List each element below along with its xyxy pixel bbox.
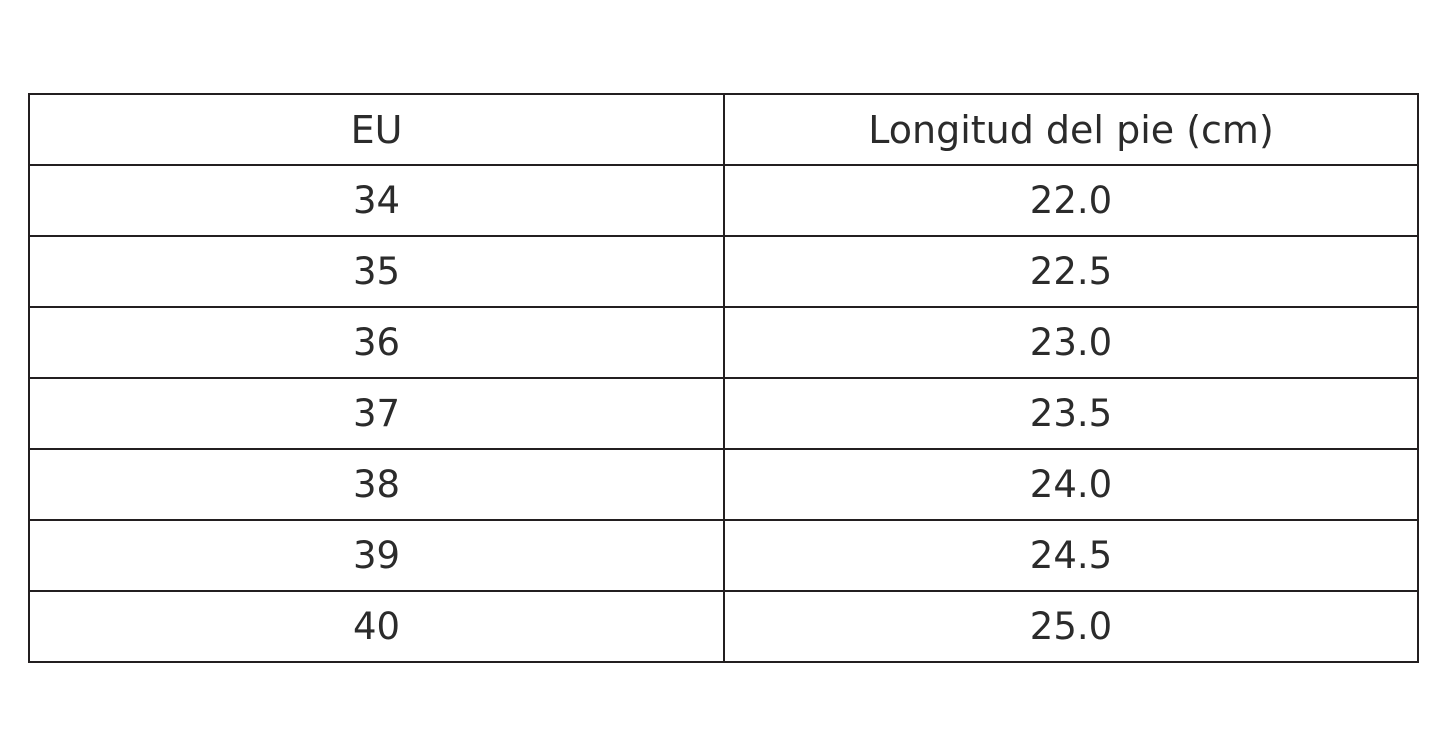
table-row — [29, 165, 1418, 236]
table-row — [29, 307, 1418, 378]
cell-eu-size: 34 — [29, 165, 724, 236]
column-header-eu: EU — [29, 94, 724, 165]
table-header — [29, 94, 1418, 165]
cell-eu-size: 40 — [29, 591, 724, 662]
cell-foot-length: 22.5 — [724, 236, 1418, 307]
cell-foot-length: 24.5 — [724, 520, 1418, 591]
cell-foot-length: 25.0 — [724, 591, 1418, 662]
table-row — [29, 378, 1418, 449]
table-header-row — [29, 94, 1418, 165]
table-row — [29, 520, 1418, 591]
cell-eu-size: 39 — [29, 520, 724, 591]
cell-foot-length: 24.0 — [724, 449, 1418, 520]
table-row — [29, 449, 1418, 520]
cell-eu-size: 37 — [29, 378, 724, 449]
cell-foot-length: 22.0 — [724, 165, 1418, 236]
table-row — [29, 591, 1418, 662]
cell-foot-length: 23.0 — [724, 307, 1418, 378]
size-chart-container — [28, 93, 1417, 663]
cell-eu-size: 36 — [29, 307, 724, 378]
shoe-size-table — [28, 93, 1419, 663]
table-row — [29, 236, 1418, 307]
cell-eu-size: 35 — [29, 236, 724, 307]
table-body — [29, 165, 1418, 662]
cell-foot-length: 23.5 — [724, 378, 1418, 449]
cell-eu-size: 38 — [29, 449, 724, 520]
column-header-foot-length: Longitud del pie (cm) — [724, 94, 1418, 165]
